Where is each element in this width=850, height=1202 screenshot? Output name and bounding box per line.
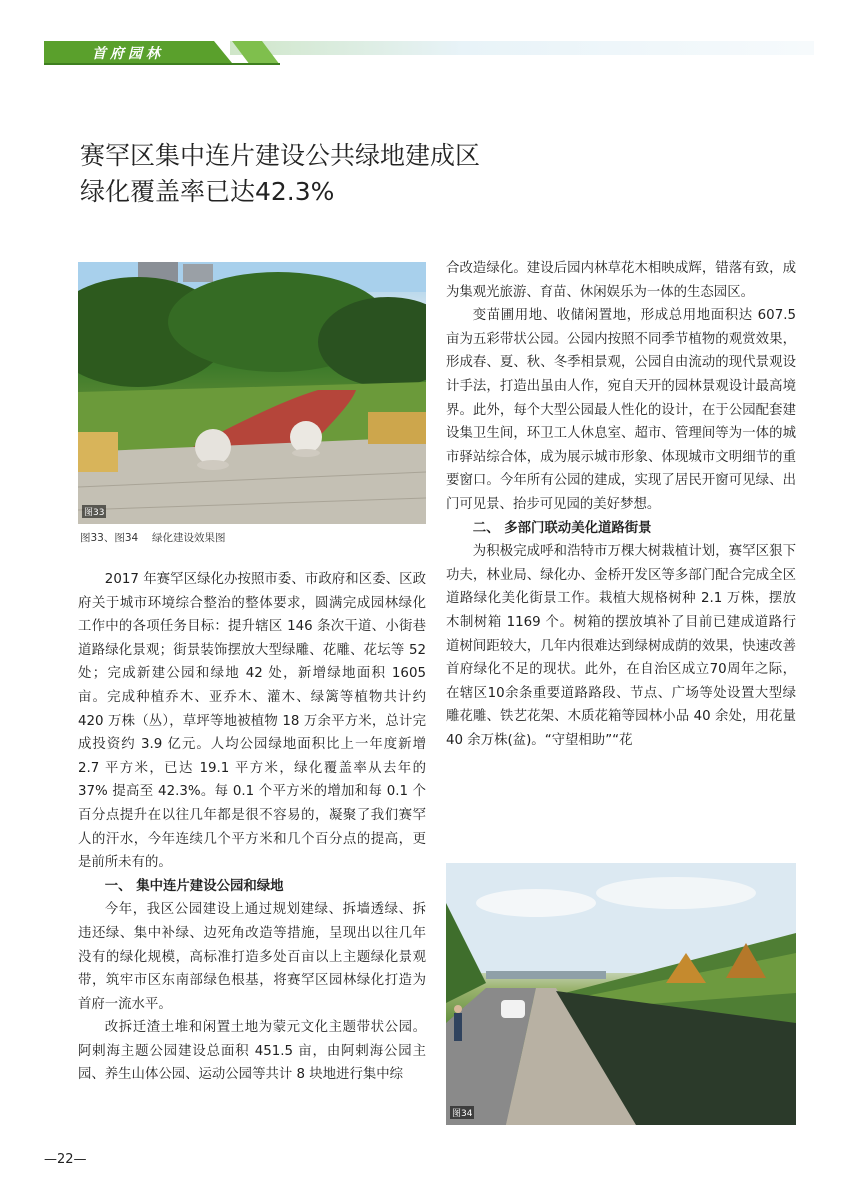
section-heading-2: 二、 多部门联动美化道路街景 bbox=[472, 520, 652, 536]
headline-line-2: 绿化覆盖率已达42.3% bbox=[80, 177, 335, 206]
paragraph: 变苗圃用地、收储闲置地，形成总用地面积达 607.5 亩为五彩带状公园。公园内按照不同季节植物的观赏效果，形成春、夏、秋、冬季相景观，公园自由流动的现代景观设计手法，打造出虽由人作，宛自天开的园林景观设计最高境界。此外，每个大型公园最人性化的设计，在于公园配套建设集卫生间，环卫工人休息室、超市、管理间等为一体的城市驿站综合体，成为展示城市形象、体现城市文明细节的重要窗口。今年所有公园的建成，实现了居民开窗可见绿、出门可见景、抬步可见园的美好梦想。 bbox=[446, 308, 796, 512]
photo-label-33: 图33 bbox=[82, 505, 106, 518]
section-title: 首府园林 bbox=[92, 46, 164, 62]
headline-line-1: 赛罕区集中连片建设公共绿地建成区 bbox=[80, 141, 481, 170]
park-path-photo bbox=[78, 262, 426, 524]
header-stripe bbox=[230, 41, 814, 55]
paragraph: 2017 年赛罕区绿化办按照市委、市政府和区委、区政府关于城市环境综合整治的整体要求，圆满完成园林绿化工作中的各项任务目标：提升辖区 146 条次干道、小街巷道路绿化景观；街景装饰摆放大型绿雕、花雕、花坛等 52 处；完成新建公园和绿地 42 处，新增绿地面积 1605 亩。完成种植乔木、亚乔木、灌木、绿篱等植物共计约 420 万株（丛），草坪等地被植物 18 万余平方米，总计完成投资约 3.9 亿元。人均公园绿地面积比上一年度新增 2.7 平方米，已达 19.1 平方米，绿化覆盖率从去年的 37% 提高至 42.3%。每 0.1 个平方米的增加和每 0.1 个百分点提升在以往几年都是很不容易的，凝聚了我们赛罕人的汗水，今年连续几个平方米和几个百分点的提高，更是前所未有的。 bbox=[78, 572, 426, 871]
figure-caption: 图33、图34 绿化建设效果图 bbox=[80, 532, 226, 544]
paragraph: 为积极完成呼和浩特市万棵大树栽植计划，赛罕区狠下功夫，林业局、绿化办、金桥开发区等多部门配合完成全区道路绿化美化街景工作。栽植大规格树种 2.1 万株，摆放木制树箱 1169 个。树箱的摆放填补了目前已建成道路行道树间距较大，几年内很难达到绿树成荫的效果，快速改善首府绿化不足的现状。此外，在自治区成立70周年之际，在辖区10余条重要道路路段、节点、广场等处设置大型绿雕花雕、铁艺花架、木质花箱等园林小品 40 余处，用花量 40 余万株(盆)。“守望相助”“花 bbox=[446, 544, 796, 748]
paragraph: 今年，我区公园建设上通过规划建绿、拆墙透绿、拆违还绿、集中补绿、边死角改造等措施，呈现出以往几年没有的绿化规模，高标准打造多处百亩以上主题绿化景观带，筑牢市区东南部绿色根基，将赛罕区园林绿化打造为首府一流水平。 bbox=[78, 902, 426, 1012]
park-path-illustration bbox=[78, 262, 426, 524]
left-column bbox=[78, 568, 426, 1087]
section-heading-1: 一、 集中连片建设公园和绿地 bbox=[104, 878, 284, 894]
paragraph: 改拆迁渣土堆和闲置土地为蒙元文化主题带状公园。阿剌海主题公园建设总面积 451.5 亩，由阿剌海公园主园、养生山体公园、运动公园等共计 8 块地进行集中综 bbox=[78, 1020, 426, 1083]
right-column bbox=[446, 257, 796, 752]
article-headline bbox=[80, 138, 480, 210]
header-underline bbox=[44, 63, 280, 65]
roadside-illustration bbox=[446, 863, 796, 1125]
page-number: —22— bbox=[44, 1152, 87, 1167]
roadside-planting-photo bbox=[446, 863, 796, 1125]
section-header bbox=[44, 41, 814, 65]
paragraph-continued: 合改造绿化。建设后园内林草花木相映成辉，错落有致，成为集观光旅游、育苗、休闲娱乐为一体的生态园区。 bbox=[446, 261, 796, 300]
photo-label-34: 图34 bbox=[450, 1106, 474, 1119]
